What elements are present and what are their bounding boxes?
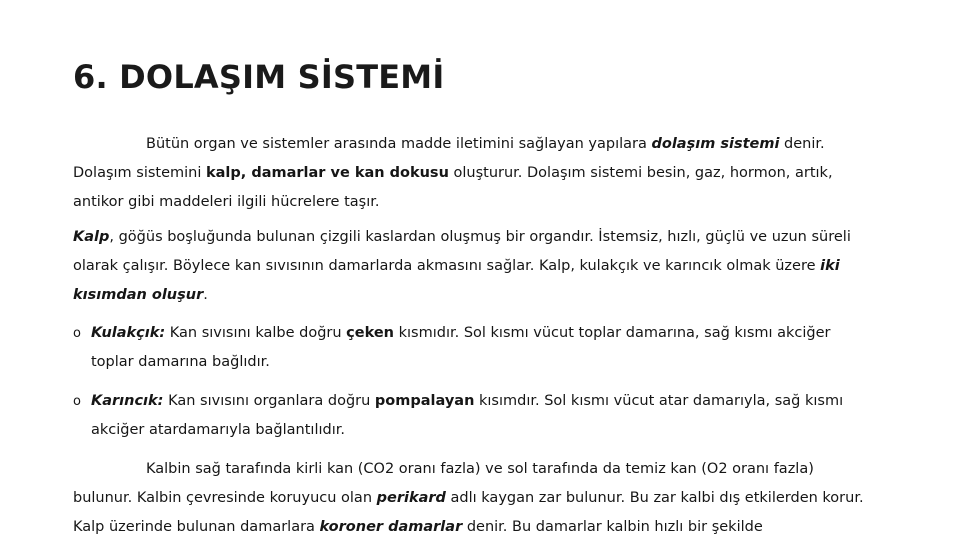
term-perikard: perikard — [376, 490, 446, 506]
list-item-body — [91, 387, 873, 445]
bold-kalp-damarlar: kalp, damarlar ve kan dokusu — [206, 165, 449, 181]
bold-pompalayan: pompalayan — [374, 393, 475, 409]
term-kulakcik: Kulakçık: — [91, 325, 166, 341]
paragraph-text: . — [203, 287, 208, 303]
paragraph-kalp — [73, 223, 873, 310]
bullet-marker: o — [73, 326, 81, 341]
list-item-karincik — [73, 387, 873, 445]
list-text: Kan sıvısını organlara doğru — [163, 393, 375, 409]
paragraph-text: , göğüs boşluğunda bulunan çizgili kaslardan oluşmuş bir organdır. İstemsiz, hızlı, güçlü ve uzun süreli olarak çalışır. Böylece kan sıvısının damarlarda akmasını sağlar. Kalp, kulakçık ve karıncık olmak üzere — [73, 229, 851, 274]
paragraph-text: oluşturur. Dolaşım sistemi besin, gaz, hormon, artık, antikor gibi maddeleri ilgili hücrelere taşır. — [73, 165, 833, 210]
paragraph-kalbin-yapisi — [73, 455, 873, 542]
bold-ceken: çeken — [346, 325, 394, 341]
list-text: Kan sıvısını kalbe doğru — [165, 325, 347, 341]
bullet-marker: o — [73, 394, 81, 409]
page-title: 6. DOLAŞIM SİSTEMİ — [73, 58, 445, 96]
term-iki-kisim: iki kısımdan oluşur — [73, 258, 840, 303]
term-karincik: Karıncık: — [91, 393, 164, 409]
paragraph-text: adlı kaygan zar bulunur. Bu zar kalbi dış etkilerden korur. Kalp üzerinde bulunan damarlara — [73, 490, 864, 535]
term-kalp: Kalp — [73, 229, 110, 245]
list-text: kısımdır. Sol kısmı vücut atar damarıyla, sağ kısmı akciğer atardamarıyla bağlantılıdır. — [91, 393, 844, 438]
list-item-body — [91, 319, 873, 377]
term-koroner-damarlar: koroner damarlar — [319, 519, 463, 535]
list-text: kısmıdır. Sol kısmı vücut toplar damarına, sağ kısmı akciğer toplar damarına bağlıdır. — [91, 325, 831, 370]
paragraph-intro — [73, 130, 873, 217]
paragraph-text: denir. Dolaşım sistemini — [73, 136, 825, 181]
list-item-kulakcik — [73, 319, 873, 377]
paragraph-text: Bütün organ ve sistemler arasında madde iletimini sağlayan yapılara — [146, 136, 652, 152]
paragraph-text: denir. Bu damarlar kalbin hızlı bir şekilde — [462, 519, 763, 535]
term-dolasim-sistemi: dolaşım sistemi — [651, 136, 780, 152]
paragraph-text: Kalbin sağ tarafında kirli kan (CO2 oranı fazla) ve sol tarafında da temiz kan (O2 oranı fazla) bulunur. Kalbin çevresinde koruyucu olan — [73, 461, 814, 506]
